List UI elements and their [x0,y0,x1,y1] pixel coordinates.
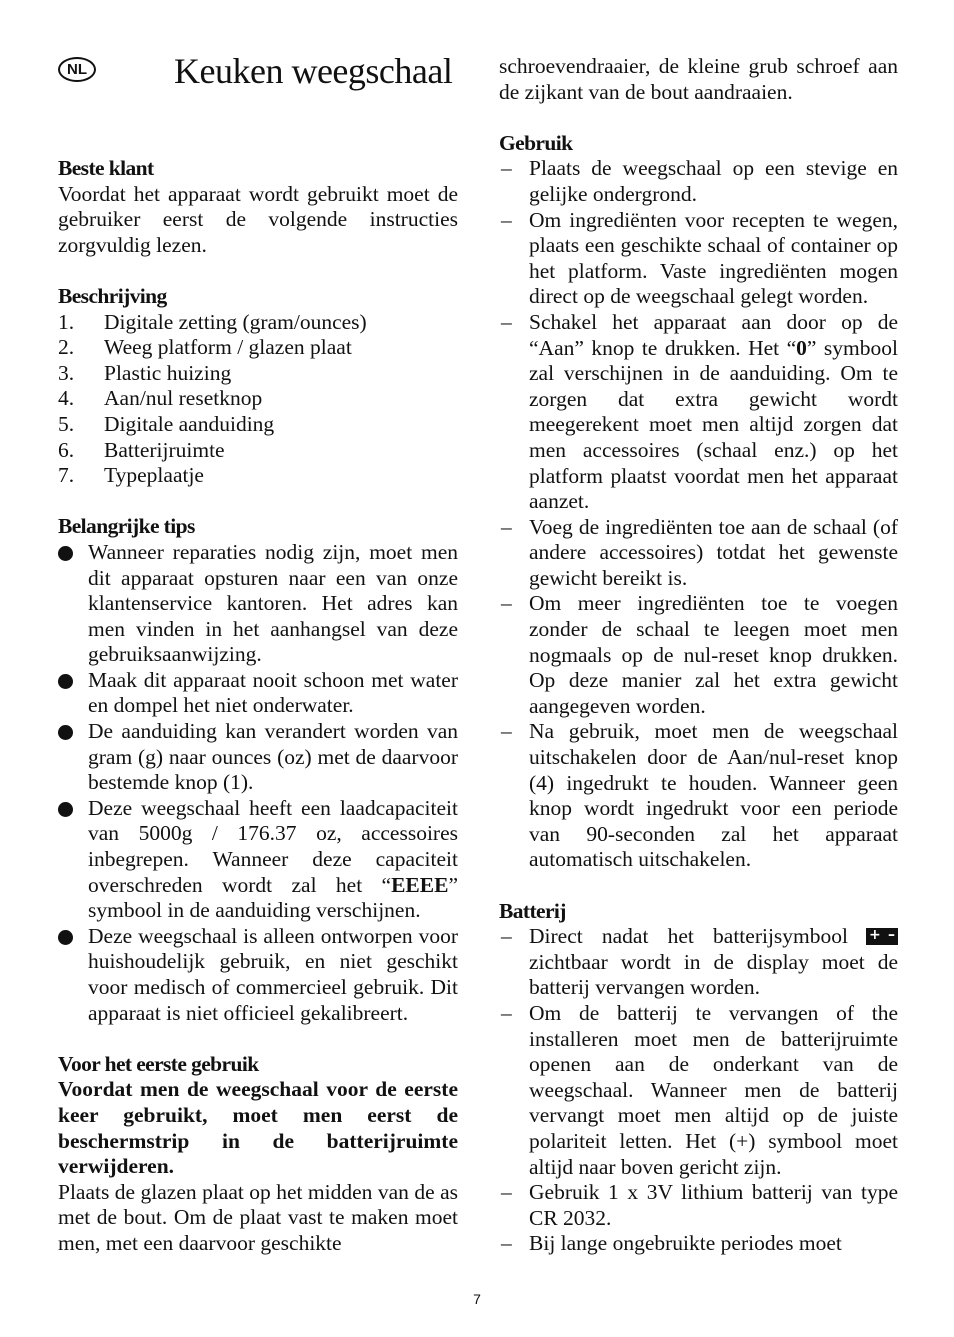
list-item: 4. Aan/nul resetknop [58,386,263,411]
list-item: – Na gebruik, moet men de weegschaal uitschakelen door de Aan/nul-reset knop (4) ingedrukt te houden. Wanneer geen knop wordt ingedrukt voor een periode van 90-seconden zal het apparaat automatisch uitschakelen. [499,719,898,873]
heading-belangrijke-tips: Belangrijke tips [58,514,195,539]
continuation-text: schroevendraaier, de kleine grub schroef aan de zijkant van de bout aandraaien. [499,54,898,104]
intro-text: Voordat het apparaat wordt gebruikt moet de gebruiker eerst de volgende instructies zorgvuldig lezen. [58,181,458,257]
section-belangrijke-tips [58,514,458,1026]
list-item: 5. Digitale aanduiding [58,411,275,436]
list-item: 3. Plastic huizing [58,360,232,385]
list-item: – Direct nadat het batterijsymbool+ – zichtbaar wordt in de display moet de batterij vervangen worden. [499,924,898,1001]
language-badge: NL [58,57,96,82]
battery-icon [866,928,898,945]
list-item: – Om meer ingrediënten toe te voegen zonder de schaal te leegen moet men nogmaals op de nul-reset knop drukken. Op deze manier zal het extra gewicht aangegeven worden. [499,591,898,719]
list-item: – Gebruik 1 x 3V lithium batterij van type CR 2032. [499,1180,898,1231]
section-beschrijving [58,284,458,489]
list-item: Deze weegschaal is alleen ontworpen voor huishoudelijk gebruik, en niet geschikt voor medisch of commercieel gebruik. Dit apparaat is niet officieel gekalibreert. [58,924,458,1026]
left-column [58,156,458,1257]
heading-gebruik: Gebruik [499,130,573,155]
list-item: – Schakel het apparaat aan door op de “Aan” knop te drukken. Het “0” symbool zal verschijnen in de aanduiding. Om te zorgen dat extra gewicht wordt meegerekent moet men altijd zorgen dat men accessoires (schaal enz.) op het platform plaatst voordat men het apparaat aanzet. [499,310,898,515]
section-batterij [499,899,898,1257]
page-number: 7 [473,1291,481,1307]
list-item: De aanduiding kan verandert worden van gram (g) naar ounces (oz) met de daarvoor bestemde knop (1). [58,719,458,796]
section-eerste-gebruik [58,1052,458,1257]
section-gebruik [499,131,898,873]
parts-list [58,310,458,489]
list-item: – Voeg de ingrediënten toe aan de schaal (of andere accessoires) totdat het gewenste gewicht bereikt is. [499,515,898,592]
list-item: Deze weegschaal heeft een laadcapaciteit van 5000g / 176.37 oz, accessoires inbegrepen. Wanneer deze capaciteit overschreden wordt zal het “EEEE” symbool in de aanduiding verschijnen. [58,796,458,924]
list-item: 7. Typeplaatje [58,463,204,488]
heading-beste-klant: Beste klant [58,156,154,180]
list-item: 6. Batterijruimte [58,437,225,462]
list-item: Maak dit apparaat nooit schoon met water en dompel het niet onderwater. [58,668,458,719]
heading-eerste-gebruik: Voor het eerste gebruik [58,1051,259,1076]
right-column [499,54,898,1257]
list-item: 2. Weeg platform / glazen plaat [58,335,352,360]
list-item: Wanneer reparaties nodig zijn, moet men dit apparaat opsturen naar een van onze klantenservice kantoren. Het adres kan men vinden in het aanhangsel van deze gebruiksaanwijzing. [58,540,458,668]
usage-list [499,156,898,873]
heading-batterij: Batterij [499,898,566,923]
error-symbol-text: EEEE [391,872,449,897]
warning-text: Voordat men de weegschaal voor de eerste keer gebruikt, moet men eerst de beschermstrip in de batterijruimte verwijderen. [58,1077,458,1179]
list-item: 1. Digitale zetting (gram/ounces) [58,309,367,334]
tips-list [58,540,458,1026]
battery-list [499,924,898,1257]
heading-beschrijving: Beschrijving [58,283,167,308]
list-item: – Bij lange ongebruikte periodes moet [499,1231,898,1257]
body-text: Plaats de glazen plaat op het midden van de as met de bout. Om de plaat vast te maken moet men, met een daarvoor geschikte [58,1179,458,1255]
list-item: – Om de batterij te vervangen of the installeren moet men de batterijruimte openen aan de onderkant van de weegschaal. Wanneer men de batterij vervangt moet men altijd op de juiste polariteit letten. Het (+) symbool moet altijd naar boven gericht zijn. [499,1001,898,1180]
zero-symbol-text: 0 [796,335,807,360]
section-beste-klant [58,156,458,258]
list-item: – Plaats de weegschaal op een stevige en gelijke ondergrond. [499,156,898,207]
list-item: – Om ingrediënten voor recepten te wegen, plaats een geschikte schaal of container op het platform. Vaste ingrediënten mogen direct op de weegschaal gelegt worden. [499,208,898,310]
page-title: Keuken weegschaal [174,51,453,91]
